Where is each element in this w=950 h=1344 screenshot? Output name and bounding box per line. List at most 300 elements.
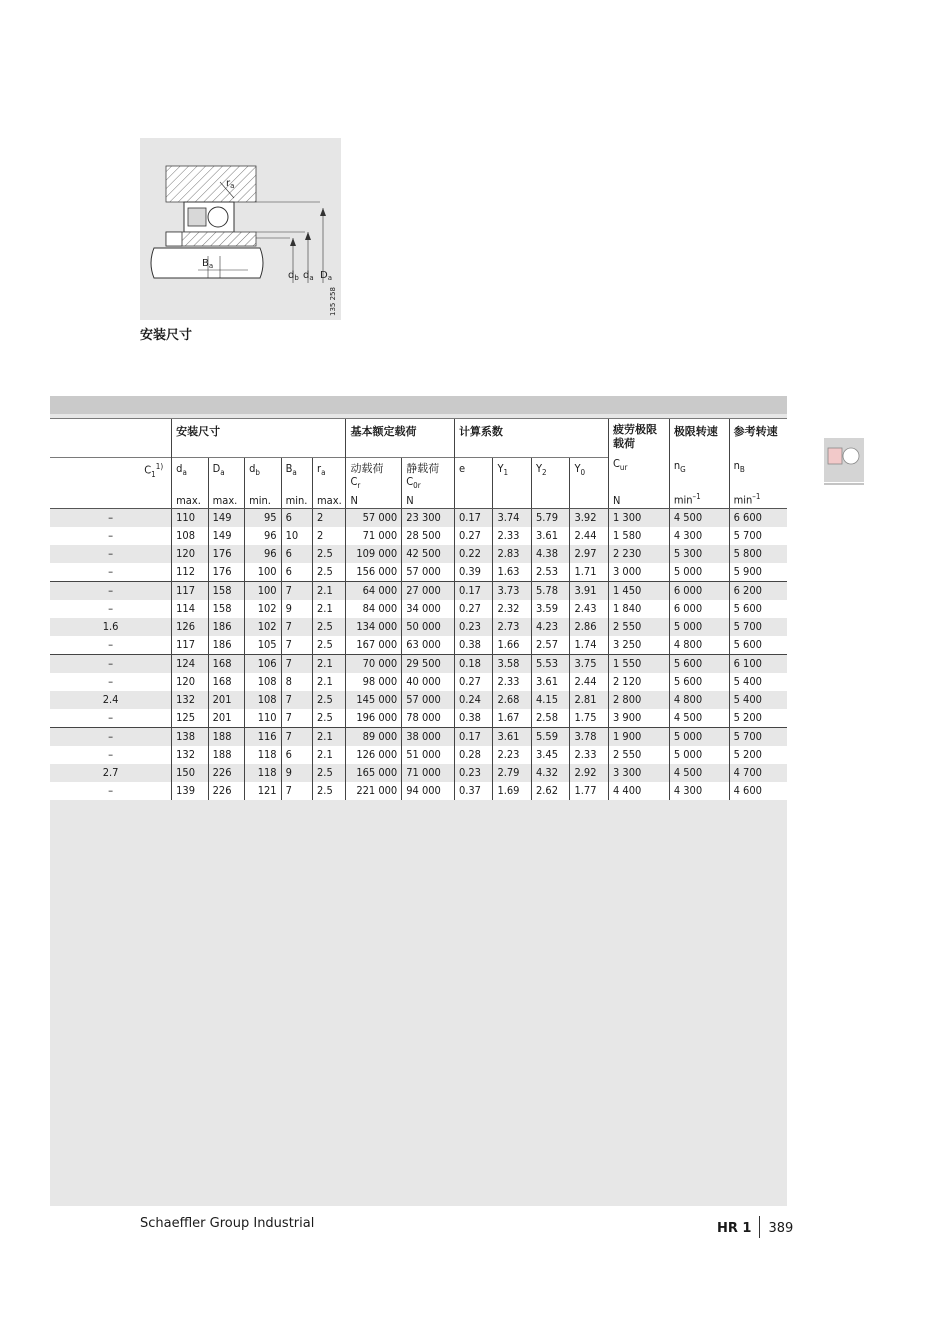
cell-nG: 6 000: [669, 600, 729, 618]
cell-Y2: 4.38: [531, 545, 570, 563]
cell-Cur: 3 250: [609, 636, 670, 655]
cell-Ba: 10: [281, 527, 312, 545]
cell-Y2: 5.53: [531, 654, 570, 673]
cell-nB: 5 600: [729, 636, 787, 655]
footer-page-info: [717, 1216, 793, 1238]
unit-nB: $\min^{-1}$: [729, 492, 787, 508]
cell-Cr: 57 000: [346, 508, 402, 527]
cell-e: 0.39: [454, 563, 493, 582]
cell-C0r: 50 000: [402, 618, 455, 636]
cell-ra: 2.5: [313, 618, 346, 636]
cell-nB: 5 400: [729, 673, 787, 691]
cell-Cr: 71 000: [346, 527, 402, 545]
cell-C0r: 51 000: [402, 746, 455, 764]
header-e: e: [454, 458, 493, 493]
cell-C0r: 38 000: [402, 727, 455, 746]
cell-Cr: 196 000: [346, 709, 402, 728]
cell-Y0: 2.81: [570, 691, 609, 709]
header-Da: $D_a$: [208, 458, 244, 493]
cell-Cur: 2 230: [609, 545, 670, 563]
cell-db: 100: [245, 563, 281, 582]
header-calc-factors: 计算系数: [454, 419, 608, 458]
Da-label: $D_a$: [320, 270, 332, 282]
cell-Cur: 3 900: [609, 709, 670, 728]
cell-Y1: 3.73: [493, 581, 532, 600]
cell-Y0: 3.92: [570, 508, 609, 527]
table-row: [50, 782, 787, 800]
cell-Y0: 2.44: [570, 673, 609, 691]
cell-ra: 2.1: [313, 673, 346, 691]
unit-C0r: N: [402, 492, 455, 508]
cell-da: 117: [172, 581, 208, 600]
bearing-thumbnail-icon: [824, 438, 864, 486]
cell-da: 138: [172, 727, 208, 746]
cell-da: 132: [172, 746, 208, 764]
table-row: [50, 746, 787, 764]
cell-Y0: 2.92: [570, 764, 609, 782]
cell-db: 118: [245, 746, 281, 764]
cell-Da: 201: [208, 691, 244, 709]
header-nB: $n_B$: [733, 459, 745, 475]
cell-db: 105: [245, 636, 281, 655]
cell-da: 110: [172, 508, 208, 527]
cell-Ba: 7: [281, 782, 312, 800]
cell-e: 0.22: [454, 545, 493, 563]
cell-nB: 5 800: [729, 545, 787, 563]
cell-Cr: 134 000: [346, 618, 402, 636]
cell-da: 125: [172, 709, 208, 728]
header-c1: $C_1^{1)}$: [50, 458, 172, 493]
cell-ra: 2.1: [313, 746, 346, 764]
cell-Cur: 1 580: [609, 527, 670, 545]
header-ref-speed: 参考转速 $n_B$: [729, 419, 787, 493]
cell-C0r: 40 000: [402, 673, 455, 691]
header-nG: $n_G$: [673, 459, 686, 475]
cell-c1: –: [50, 782, 172, 800]
cell-Da: 176: [208, 545, 244, 563]
cell-C0r: 78 000: [402, 709, 455, 728]
unit-Da: max.: [208, 492, 244, 508]
cell-Cr: 156 000: [346, 563, 402, 582]
cell-Y1: 2.33: [493, 527, 532, 545]
cell-e: 0.18: [454, 654, 493, 673]
cell-c1: –: [50, 654, 172, 673]
cell-nG: 4 500: [669, 508, 729, 527]
cell-nB: 5 200: [729, 709, 787, 728]
unit-ra: max.: [313, 492, 346, 508]
cell-Ba: 7: [281, 618, 312, 636]
cell-db: 95: [245, 508, 281, 527]
cell-Y1: 2.32: [493, 600, 532, 618]
cell-Y1: 3.58: [493, 654, 532, 673]
cell-Y2: 4.15: [531, 691, 570, 709]
table-row: [50, 618, 787, 636]
cell-nB: 4 600: [729, 782, 787, 800]
cell-c1: –: [50, 545, 172, 563]
cell-e: 0.24: [454, 691, 493, 709]
cell-Da: 188: [208, 746, 244, 764]
cell-c1: 1.6: [50, 618, 172, 636]
cell-Ba: 6: [281, 746, 312, 764]
bearing-section-drawing: [140, 138, 341, 320]
cell-Da: 158: [208, 581, 244, 600]
cell-nG: 4 500: [669, 709, 729, 728]
header-Cur: $C_{ur}$: [613, 457, 628, 473]
table-row: [50, 673, 787, 691]
cell-da: 112: [172, 563, 208, 582]
table-header-groups: [50, 419, 787, 458]
cell-da: 120: [172, 673, 208, 691]
cell-e: 0.17: [454, 727, 493, 746]
cell-Ba: 9: [281, 600, 312, 618]
cell-db: 110: [245, 709, 281, 728]
cell-Y1: 3.61: [493, 727, 532, 746]
cell-da: 139: [172, 782, 208, 800]
footer-publisher: Schaeffler Group Industrial: [140, 1216, 315, 1231]
cell-Y1: 3.74: [493, 508, 532, 527]
cell-nB: 5 600: [729, 600, 787, 618]
cell-da: 120: [172, 545, 208, 563]
cell-Y0: 1.71: [570, 563, 609, 582]
cell-Y0: 3.91: [570, 581, 609, 600]
cell-nG: 4 500: [669, 764, 729, 782]
cell-Cur: 1 300: [609, 508, 670, 527]
cell-Cur: 2 120: [609, 673, 670, 691]
cell-c1: 2.4: [50, 691, 172, 709]
table-row: [50, 527, 787, 545]
cell-Y1: 2.79: [493, 764, 532, 782]
cell-Da: 168: [208, 673, 244, 691]
cell-Cr: 109 000: [346, 545, 402, 563]
footer-divider: [759, 1216, 760, 1238]
cell-ra: 2.5: [313, 563, 346, 582]
cell-nG: 6 000: [669, 581, 729, 600]
cell-c1: –: [50, 709, 172, 728]
cell-nB: 5 200: [729, 746, 787, 764]
cell-ra: 2: [313, 527, 346, 545]
da-label: $d_a$: [303, 270, 314, 282]
cell-db: 121: [245, 782, 281, 800]
table-row: [50, 545, 787, 563]
cell-db: 102: [245, 600, 281, 618]
cell-Cur: 3 300: [609, 764, 670, 782]
cell-da: 124: [172, 654, 208, 673]
cell-Da: 149: [208, 508, 244, 527]
unit-db: min.: [245, 492, 281, 508]
cell-Y1: 1.67: [493, 709, 532, 728]
cell-Da: 188: [208, 727, 244, 746]
cell-da: 132: [172, 691, 208, 709]
cell-Y1: 2.73: [493, 618, 532, 636]
table-row: [50, 563, 787, 582]
cell-e: 0.38: [454, 636, 493, 655]
mounting-dimensions-figure: [140, 138, 341, 320]
cell-nB: 6 200: [729, 581, 787, 600]
cell-nB: 5 900: [729, 563, 787, 582]
cell-Cur: 1 900: [609, 727, 670, 746]
cell-Ba: 9: [281, 764, 312, 782]
cell-Ba: 6: [281, 563, 312, 582]
figure-ref-number: 135 258: [329, 287, 337, 316]
cell-e: 0.37: [454, 782, 493, 800]
cell-e: 0.17: [454, 581, 493, 600]
unit-da: max.: [172, 492, 208, 508]
cell-nG: 5 000: [669, 618, 729, 636]
cell-ra: 2.1: [313, 654, 346, 673]
cell-c1: –: [50, 508, 172, 527]
cell-da: 117: [172, 636, 208, 655]
unit-nG: $\min^{-1}$: [669, 492, 729, 508]
cell-C0r: 63 000: [402, 636, 455, 655]
cell-c1: –: [50, 636, 172, 655]
cell-C0r: 29 500: [402, 654, 455, 673]
cell-nB: 6 100: [729, 654, 787, 673]
cell-c1: –: [50, 563, 172, 582]
cell-nG: 5 000: [669, 727, 729, 746]
figure-caption: 安装尺寸: [140, 328, 193, 343]
cell-Cr: 84 000: [346, 600, 402, 618]
cell-Y2: 3.45: [531, 746, 570, 764]
cell-e: 0.38: [454, 709, 493, 728]
cell-C0r: 57 000: [402, 563, 455, 582]
cell-Da: 176: [208, 563, 244, 582]
cell-C0r: 28 500: [402, 527, 455, 545]
cell-Cur: 1 840: [609, 600, 670, 618]
header-mounting: 安装尺寸: [172, 419, 346, 458]
cell-Y0: 3.75: [570, 654, 609, 673]
cell-Da: 226: [208, 764, 244, 782]
table-body: [50, 508, 787, 800]
header-C0r: 静载荷 $C_{0r}$: [402, 458, 455, 493]
cell-ra: 2.5: [313, 636, 346, 655]
cell-Y1: 2.33: [493, 673, 532, 691]
cell-e: 0.28: [454, 746, 493, 764]
cell-Y1: 2.83: [493, 545, 532, 563]
cell-Y1: 1.69: [493, 782, 532, 800]
cell-Y0: 2.33: [570, 746, 609, 764]
table-row: [50, 581, 787, 600]
cell-c1: –: [50, 581, 172, 600]
cell-e: 0.27: [454, 600, 493, 618]
cell-db: 100: [245, 581, 281, 600]
cell-Cr: 167 000: [346, 636, 402, 655]
cell-Da: 168: [208, 654, 244, 673]
header-db: $d_b$: [245, 458, 281, 493]
cell-nG: 4 800: [669, 691, 729, 709]
cell-Y0: 1.75: [570, 709, 609, 728]
cell-da: 126: [172, 618, 208, 636]
table-row: [50, 709, 787, 728]
cell-Y2: 3.61: [531, 527, 570, 545]
cell-Y2: 3.61: [531, 673, 570, 691]
cell-C0r: 71 000: [402, 764, 455, 782]
cell-Y0: 2.86: [570, 618, 609, 636]
cell-c1: –: [50, 527, 172, 545]
cell-nB: 5 400: [729, 691, 787, 709]
cell-Cur: 3 000: [609, 563, 670, 582]
cell-Ba: 8: [281, 673, 312, 691]
cell-C0r: 57 000: [402, 691, 455, 709]
cell-Y2: 5.59: [531, 727, 570, 746]
cell-nB: 5 700: [729, 618, 787, 636]
cell-ra: 2.5: [313, 691, 346, 709]
cell-Y2: 4.32: [531, 764, 570, 782]
cell-Cur: 2 550: [609, 618, 670, 636]
unit-Ba: min.: [281, 492, 312, 508]
cell-Da: 226: [208, 782, 244, 800]
header-Y1: $Y_1$: [493, 458, 532, 493]
cell-Y0: 1.74: [570, 636, 609, 655]
cell-Ba: 7: [281, 581, 312, 600]
cell-nG: 5 600: [669, 673, 729, 691]
cell-ra: 2.5: [313, 764, 346, 782]
unit-Cur: N: [609, 492, 670, 508]
cell-Y1: 1.63: [493, 563, 532, 582]
cell-nB: 4 700: [729, 764, 787, 782]
cell-db: 116: [245, 727, 281, 746]
cell-Ba: 7: [281, 727, 312, 746]
cell-Y0: 2.97: [570, 545, 609, 563]
cell-nB: 6 600: [729, 508, 787, 527]
cell-Y1: 2.23: [493, 746, 532, 764]
header-da: $d_a$: [172, 458, 208, 493]
cell-Cr: 89 000: [346, 727, 402, 746]
cell-Y0: 2.44: [570, 527, 609, 545]
cell-c1: –: [50, 746, 172, 764]
cell-nG: 4 800: [669, 636, 729, 655]
cell-Cr: 126 000: [346, 746, 402, 764]
cell-Da: 149: [208, 527, 244, 545]
table-row: [50, 764, 787, 782]
cell-c1: –: [50, 673, 172, 691]
cell-Cr: 98 000: [346, 673, 402, 691]
cell-db: 102: [245, 618, 281, 636]
cell-Cr: 221 000: [346, 782, 402, 800]
cell-nG: 5 300: [669, 545, 729, 563]
Ba-label: $B_a$: [202, 258, 214, 270]
cell-ra: 2: [313, 508, 346, 527]
cell-ra: 2.5: [313, 782, 346, 800]
cell-Y1: 1.66: [493, 636, 532, 655]
header-Y2: $Y_2$: [531, 458, 570, 493]
cell-nG: 4 300: [669, 782, 729, 800]
cell-e: 0.27: [454, 673, 493, 691]
cell-da: 150: [172, 764, 208, 782]
cell-C0r: 42 500: [402, 545, 455, 563]
footer-page-number: 389: [768, 1221, 794, 1236]
cell-ra: 2.5: [313, 709, 346, 728]
cell-Da: 201: [208, 709, 244, 728]
table-row: [50, 636, 787, 655]
cell-C0r: 27 000: [402, 581, 455, 600]
cell-Ba: 6: [281, 508, 312, 527]
table-row: [50, 727, 787, 746]
cell-Ba: 7: [281, 691, 312, 709]
unit-Cr: N: [346, 492, 402, 508]
cell-Y2: 4.23: [531, 618, 570, 636]
cell-Y2: 2.57: [531, 636, 570, 655]
table-row: [50, 508, 787, 527]
cell-Cur: 2 550: [609, 746, 670, 764]
header-limit-speed: 极限转速 $n_G$: [669, 419, 729, 493]
cell-da: 114: [172, 600, 208, 618]
cell-ra: 2.1: [313, 600, 346, 618]
cell-nB: 5 700: [729, 727, 787, 746]
cell-Cur: 2 800: [609, 691, 670, 709]
cell-ra: 2.1: [313, 727, 346, 746]
cell-Cr: 165 000: [346, 764, 402, 782]
cell-Y1: 2.68: [493, 691, 532, 709]
panel-header-strip: [50, 396, 787, 414]
header-ra: $r_a$: [313, 458, 346, 493]
footer-catalog: HR 1: [717, 1221, 752, 1236]
ra-label: $r_a$: [226, 178, 235, 190]
cell-e: 0.27: [454, 527, 493, 545]
table-header-units: [50, 492, 787, 508]
bearing-data-table: [50, 418, 787, 800]
cell-Y2: 2.53: [531, 563, 570, 582]
cell-Y2: 2.58: [531, 709, 570, 728]
header-Cr: 动载荷 $C_r$: [346, 458, 402, 493]
cell-e: 0.23: [454, 618, 493, 636]
cell-c1: 2.7: [50, 764, 172, 782]
cell-Y2: 2.62: [531, 782, 570, 800]
cell-c1: –: [50, 600, 172, 618]
cell-db: 96: [245, 527, 281, 545]
cell-Cr: 64 000: [346, 581, 402, 600]
db-label: $d_b$: [288, 270, 299, 282]
cell-nG: 4 300: [669, 527, 729, 545]
cell-Y0: 3.78: [570, 727, 609, 746]
header-fatigue: 疲劳极限载荷 $C_{ur}$: [609, 419, 670, 493]
cell-nG: 5 000: [669, 746, 729, 764]
cell-nB: 5 700: [729, 527, 787, 545]
cell-ra: 2.5: [313, 545, 346, 563]
table-panel: [50, 396, 787, 1206]
cell-Y2: 5.78: [531, 581, 570, 600]
table-row: [50, 691, 787, 709]
cell-db: 96: [245, 545, 281, 563]
cell-nG: 5 000: [669, 563, 729, 582]
cell-Da: 158: [208, 600, 244, 618]
cell-db: 106: [245, 654, 281, 673]
cell-e: 0.23: [454, 764, 493, 782]
cell-ra: 2.1: [313, 581, 346, 600]
cell-e: 0.17: [454, 508, 493, 527]
cell-C0r: 23 300: [402, 508, 455, 527]
cell-db: 108: [245, 673, 281, 691]
cell-C0r: 34 000: [402, 600, 455, 618]
cell-Cur: 1 550: [609, 654, 670, 673]
cell-Ba: 7: [281, 654, 312, 673]
cell-Cur: 4 400: [609, 782, 670, 800]
table-row: [50, 654, 787, 673]
cell-c1: –: [50, 727, 172, 746]
cell-C0r: 94 000: [402, 782, 455, 800]
cell-db: 118: [245, 764, 281, 782]
cell-Y2: 3.59: [531, 600, 570, 618]
cell-Y0: 1.77: [570, 782, 609, 800]
header-Y0: $Y_0$: [570, 458, 609, 493]
cell-Y0: 2.43: [570, 600, 609, 618]
cell-da: 108: [172, 527, 208, 545]
table-row: [50, 600, 787, 618]
cell-Cr: 145 000: [346, 691, 402, 709]
cell-Ba: 7: [281, 636, 312, 655]
cell-Cr: 70 000: [346, 654, 402, 673]
header-load-ratings: 基本额定载荷: [346, 419, 454, 458]
cell-Ba: 7: [281, 709, 312, 728]
